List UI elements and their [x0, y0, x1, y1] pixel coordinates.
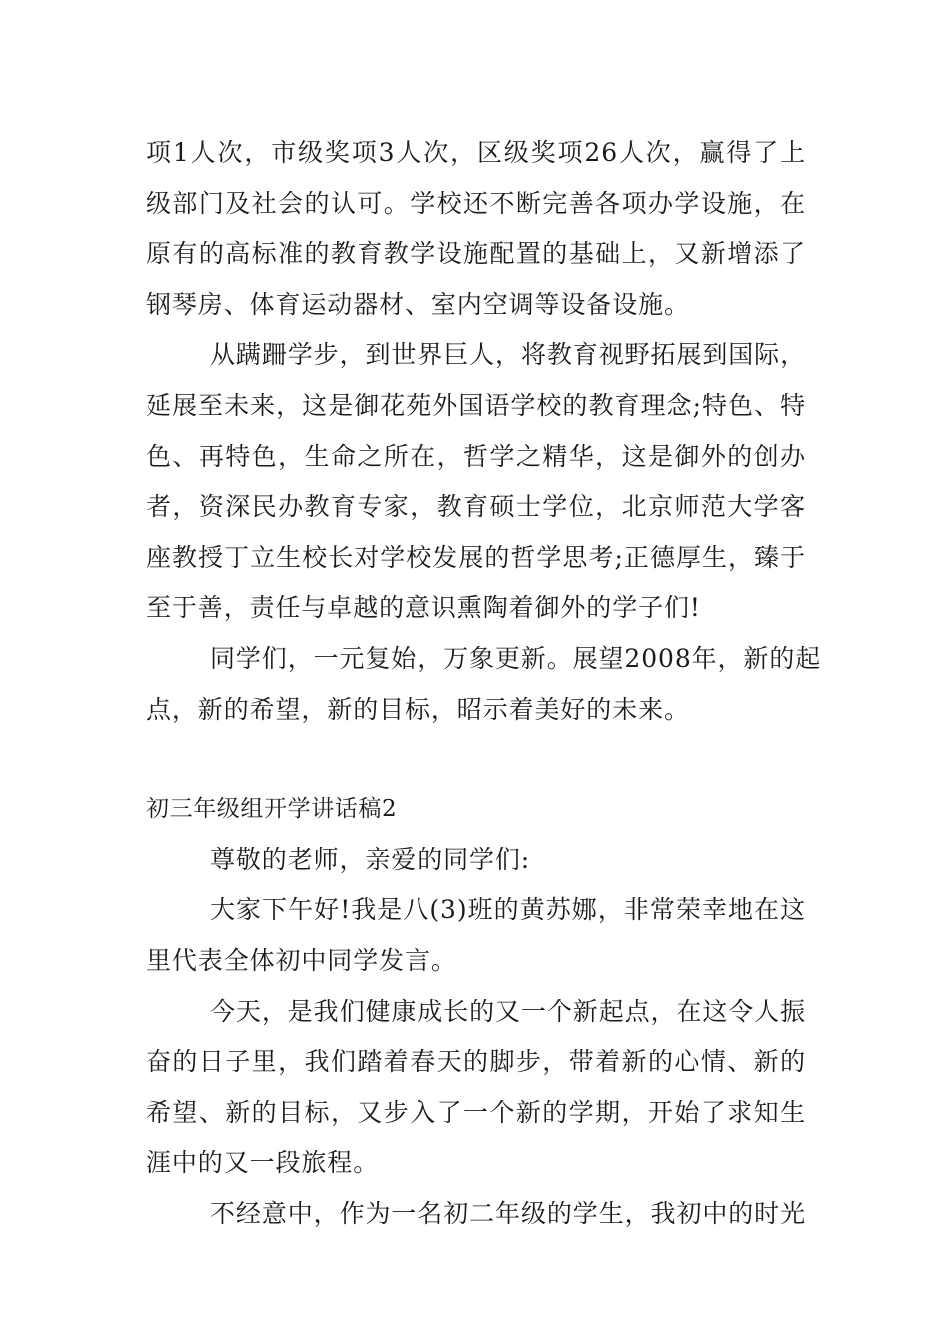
paragraph	[146, 128, 806, 330]
text-line: 级部门及社会的认可。学校还不断完善各项办学设施，在	[146, 188, 806, 218]
text-line: 者，资深民办教育专家，教育硕士学位，北京师范大学客	[146, 492, 806, 522]
text-line: 涯中的又一段旅程。	[146, 1148, 380, 1178]
text-line: 色、再特色，生命之所在，哲学之精华，这是御外的创办	[146, 441, 806, 471]
text-line: 大家下午好!我是八(3)班的黄苏娜，非常荣幸地在这	[210, 895, 806, 925]
text-line: 原有的高标准的教育教学设施配置的基础上，又新增添了	[146, 239, 806, 269]
text-line: 项1人次，市级奖项3人次，区级奖项26人次，赢得了上	[146, 138, 806, 167]
text-line: 点，新的希望，新的目标，昭示着美好的未来。	[146, 694, 690, 724]
text-line: 里代表全体初中同学发言。	[146, 945, 457, 975]
text-line: 不经意中，作为一名初二年级的学生，我初中的时光	[210, 1198, 806, 1228]
text-line: 至于善，责任与卓越的意识熏陶着御外的学子们!	[146, 593, 701, 623]
paragraph	[146, 330, 806, 634]
text-line: 座教授丁立生校长对学校发展的哲学思考;正德厚生，臻于	[146, 542, 806, 572]
text-line: 从蹒跚学步，到世界巨人，将教育视野拓展到国际，	[210, 340, 806, 370]
text-line: 奋的日子里，我们踏着春天的脚步，带着新的心情、新的	[146, 1047, 806, 1077]
section-spacer	[146, 735, 806, 784]
paragraph	[146, 987, 806, 1189]
document-page	[146, 128, 822, 1239]
speech-body	[146, 835, 806, 1240]
text-line: 延展至未来，这是御花苑外国语学校的教育理念;特色、特	[146, 390, 806, 420]
text-line: 今天，是我们健康成长的又一个新起点，在这令人振	[210, 996, 806, 1026]
paragraph	[146, 885, 806, 986]
paragraph	[146, 1189, 806, 1240]
section-heading: 初三年级组开学讲话稿2	[146, 796, 398, 823]
text-line: 钢琴房、体育运动器材、室内空调等设备设施。	[146, 289, 690, 319]
greeting-line: 尊敬的老师，亲爱的同学们:	[210, 844, 531, 874]
text-line: 希望、新的目标，又步入了一个新的学期，开始了求知生	[146, 1097, 806, 1127]
text-line: 同学们，一元复始，万象更新。展望2008年，新的起	[210, 643, 822, 673]
paragraph	[146, 634, 822, 735]
